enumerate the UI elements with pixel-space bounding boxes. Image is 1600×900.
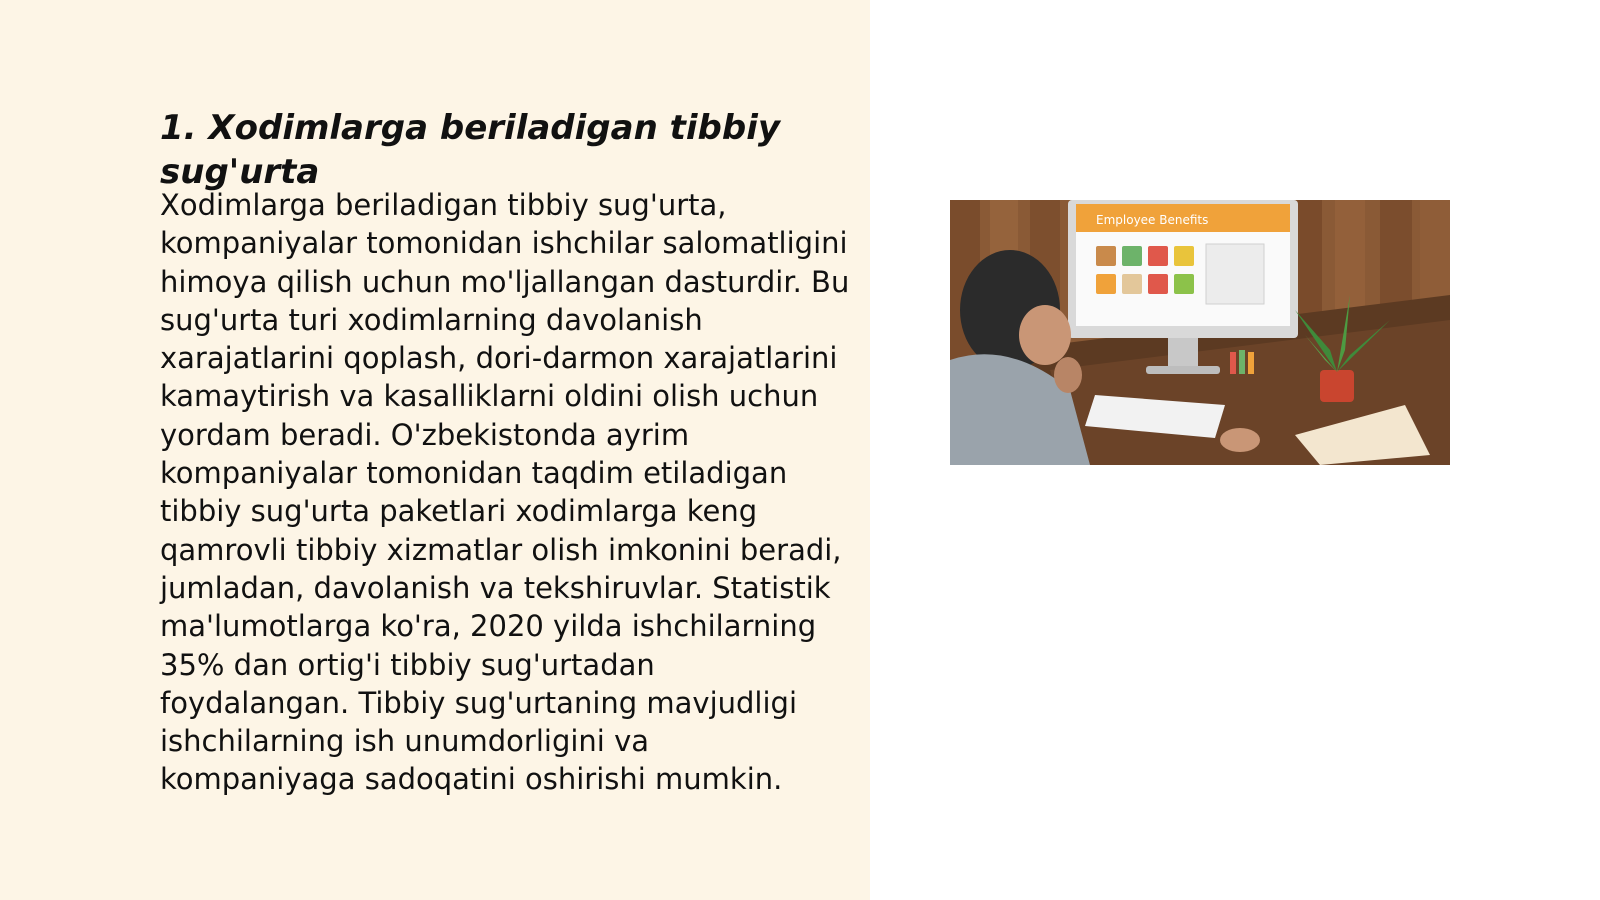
slide-body-text: Xodimlarga beriladigan tibbiy sug'urta, kompaniyalar tomonidan ishchilar salomatligini himoya qilish uchun mo'ljallangan dasturdir. Bu sug'urta turi xodimlarning davolanish xarajatlarini qoplash, dori-darmon xarajatlarini kamaytirish va kasalliklarni oldini olish uchun yordam beradi. O'zbekistonda ayrim kompaniyalar tomonidan taqdim etiladigan tibbiy sug'urta paketlari xodimlarga keng qamrovli tibbiy xizmatlar olish imkonini beradi, jumladan, davolanish va tekshiruvlar. Statistik ma'lumotlarga ko'ra, 2020 yilda ishchilarning 35% dan ortig'i tibbiy sug'urtadan foydalangan. Tibbiy sug'urtaning mavjudligi ishchilarning ish unumdorligini va kompaniyaga sadoqatini oshirishi mumkin. bbox=[160, 188, 850, 797]
screen-heading: Employee Benefits bbox=[1096, 213, 1209, 227]
slide-title: 1. Xodimlarga beriladigan tibbiy sug'urta bbox=[160, 108, 781, 192]
office-photo bbox=[950, 200, 1450, 465]
